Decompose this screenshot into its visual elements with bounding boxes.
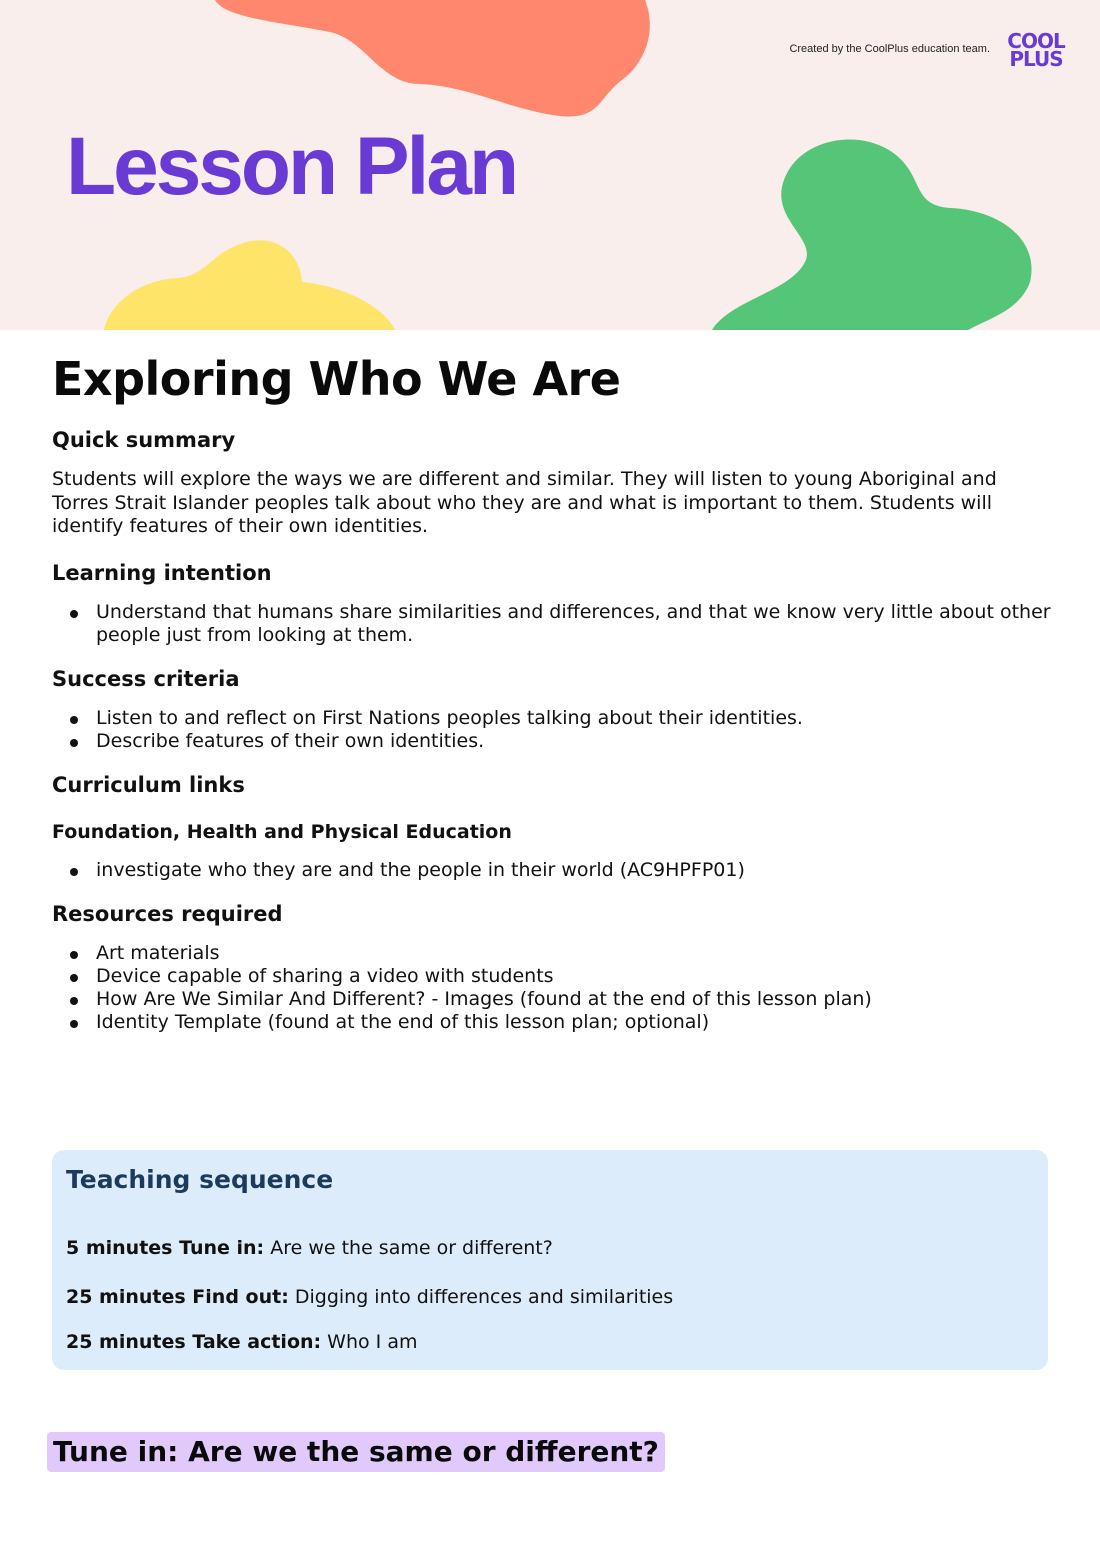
coral-blob	[215, 0, 650, 116]
list-item: How Are We Similar And Different? - Images (found at the end of this lesson plan)	[52, 988, 1052, 1011]
resources-list	[52, 942, 1052, 1034]
success-criteria-list	[52, 707, 1052, 753]
curriculum-list	[52, 859, 1052, 882]
sequence-text: Digging into differences and similarities	[288, 1286, 674, 1308]
header-banner	[0, 0, 1100, 330]
lesson-content	[52, 350, 1052, 1052]
list-item: Identity Template (found at the end of this lesson plan; optional)	[52, 1011, 1052, 1034]
list-item: Understand that humans share similarities and differences, and that we know very little about other people just from looking at them.	[52, 601, 1052, 647]
sequence-row-take-action	[66, 1330, 417, 1354]
list-item: Describe features of their own identities.	[52, 730, 1052, 753]
yellow-blob	[104, 240, 395, 330]
learning-intention-heading: Learning intention	[52, 560, 272, 585]
sequence-label: 25 minutes Find out:	[66, 1286, 289, 1308]
sequence-text: Are we the same or different?	[264, 1237, 553, 1259]
list-item: Device capable of sharing a video with students	[52, 965, 1052, 988]
sequence-row-find-out	[66, 1285, 673, 1309]
page-hero-title: Lesson Plan	[66, 121, 517, 212]
learning-intention-list	[52, 601, 1052, 647]
summary-heading: Quick summary	[52, 428, 236, 452]
logo-line-1: COOL	[1007, 29, 1065, 53]
success-criteria-heading: Success criteria	[52, 666, 240, 691]
tune-in-heading: Tune in: Are we the same or different?	[47, 1432, 665, 1472]
list-item: Art materials	[52, 942, 1052, 965]
list-item: investigate who they are and the people in their world (AC9HPFP01)	[52, 859, 1052, 882]
green-blob	[712, 139, 1032, 330]
teaching-sequence-heading: Teaching sequence	[66, 1165, 334, 1194]
logo-line-2: PLUS	[1009, 47, 1063, 71]
sequence-label: 5 minutes Tune in:	[66, 1237, 265, 1259]
curriculum-subheading: Foundation, Health and Physical Education	[52, 820, 512, 843]
list-item: Listen to and reflect on First Nations peoples talking about their identities.	[52, 707, 1052, 730]
coolplus-logo	[1004, 29, 1068, 71]
lesson-title: Exploring Who We Are	[52, 352, 621, 406]
resources-heading: Resources required	[52, 901, 283, 926]
sequence-text: Who I am	[321, 1331, 418, 1353]
curriculum-heading: Curriculum links	[52, 772, 245, 797]
summary-text: Students will explore the ways we are different and similar. They will listen to young Aboriginal and Torres Strait Islander peoples talk about who they are and what is important to them. Students will identify features of their own identities.	[52, 468, 997, 537]
sequence-label: 25 minutes Take action:	[66, 1331, 322, 1353]
sequence-row-tune-in	[66, 1236, 553, 1260]
teaching-sequence-box	[52, 1150, 1048, 1370]
credit-text: Created by the CoolPlus education team.	[789, 43, 990, 55]
